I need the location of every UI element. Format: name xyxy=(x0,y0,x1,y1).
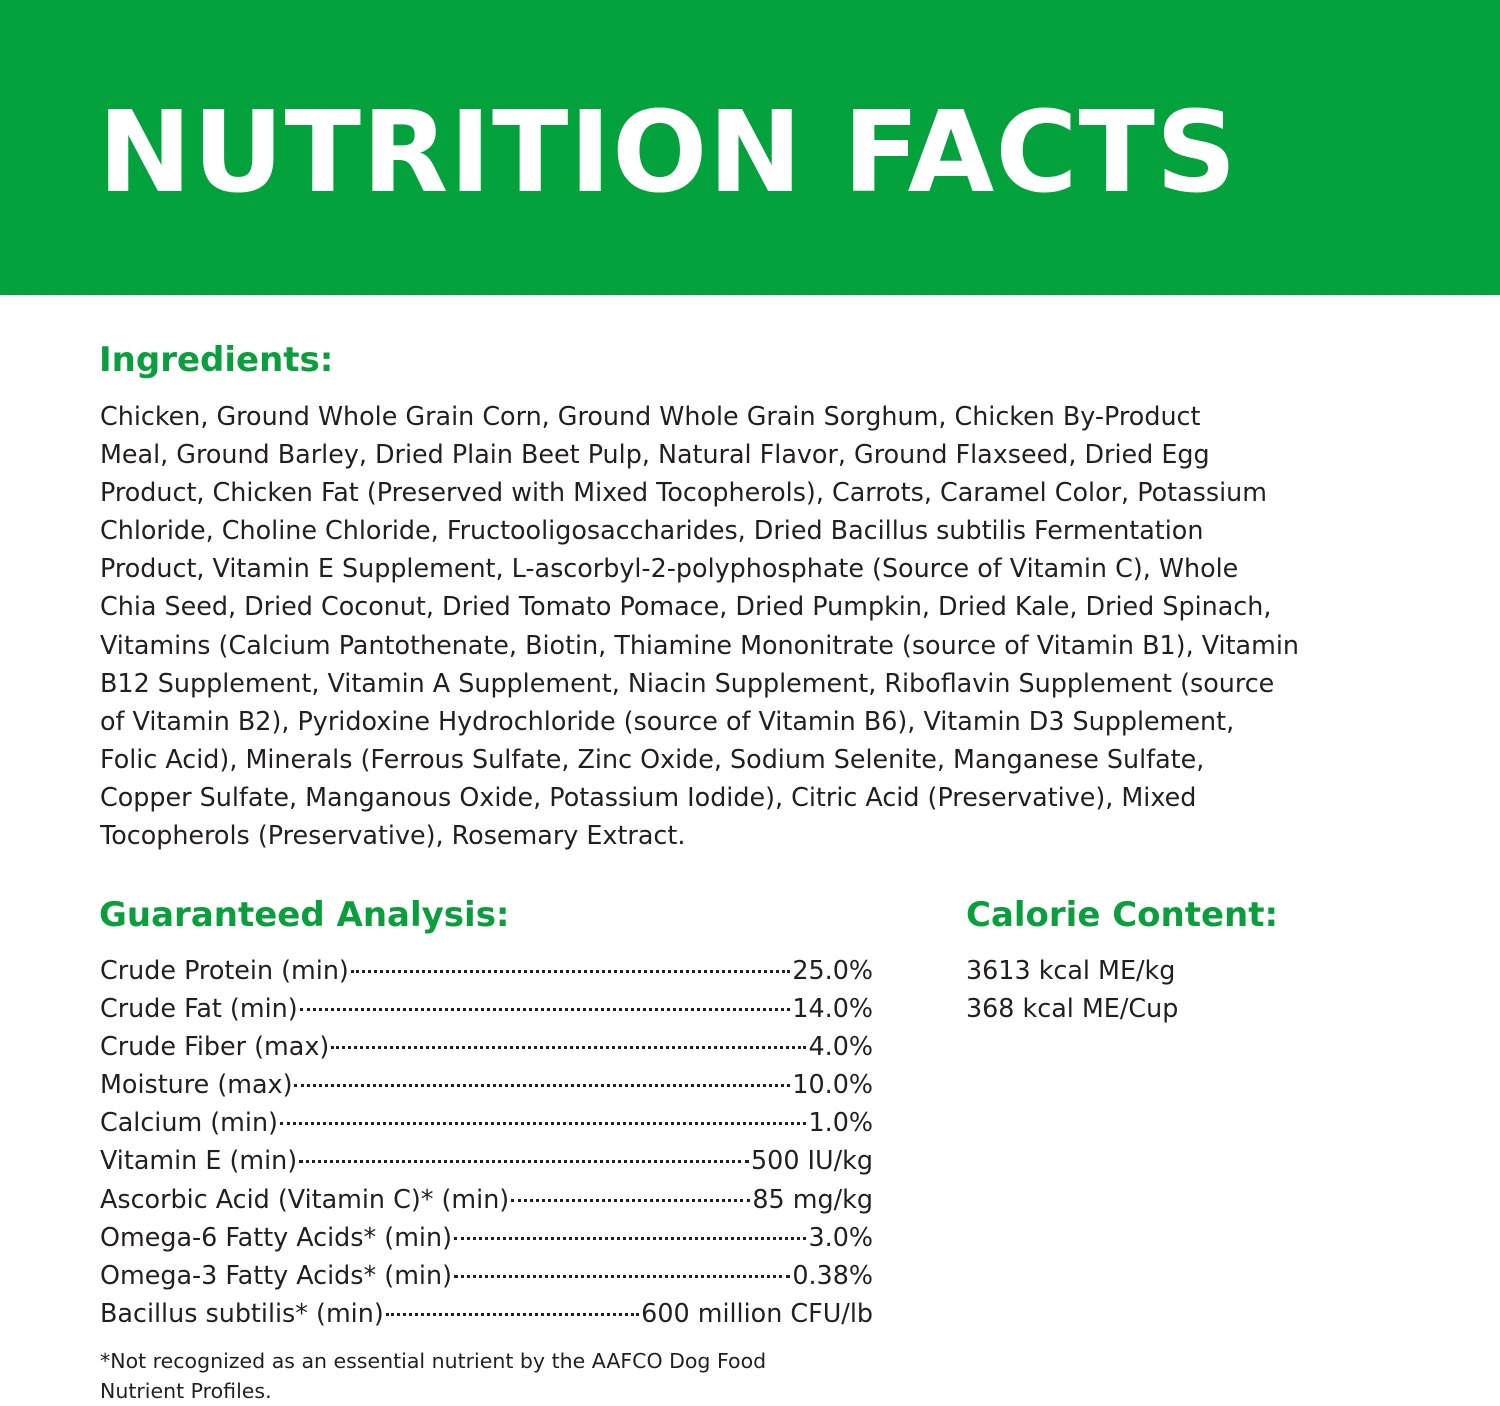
ingredients-line: Folic Acid), Minerals (Ferrous Sulfate, Zinc Oxide, Sodium Selenite, Manganese Sulfate, xyxy=(100,743,1205,774)
analysis-value: 600 million CFU/lb xyxy=(641,1297,873,1328)
ingredients-line: Chicken, Ground Whole Grain Corn, Ground Whole Grain Sorghum, Chicken By-Product xyxy=(100,401,1201,431)
dot-leader xyxy=(299,1160,749,1163)
calorie-content-heading: Calorie Content: xyxy=(966,895,1279,935)
calorie-content-list xyxy=(966,951,1178,1027)
dot-leader xyxy=(294,1084,790,1087)
analysis-row xyxy=(100,989,873,1027)
analysis-value: 25.0% xyxy=(792,955,873,985)
ingredients-line: Product, Vitamin E Supplement, L-ascorbyl-2-polyphosphate (Source of Vitamin C), Whole xyxy=(100,553,1239,584)
analysis-label: Omega-6 Fatty Acids* (min) xyxy=(100,1221,452,1252)
ingredients-line: Chloride, Choline Chloride, Fructooligosaccharides, Dried Bacillus subtilis Fermentation xyxy=(100,515,1204,546)
guaranteed-analysis-heading: Guaranteed Analysis: xyxy=(99,895,510,935)
analysis-row xyxy=(100,1256,873,1294)
analysis-label: Vitamin E (min) xyxy=(100,1145,298,1176)
analysis-label: Calcium (min) xyxy=(100,1107,278,1138)
ingredients-heading: Ingredients: xyxy=(99,340,334,380)
dot-leader xyxy=(511,1199,750,1202)
calorie-row: 368 kcal ME/Cup xyxy=(966,993,1179,1024)
analysis-label: Moisture (max) xyxy=(100,1069,293,1100)
ingredients-line: B12 Supplement, Vitamin A Supplement, Niacin Supplement, Riboflavin Supplement (source xyxy=(100,667,1275,698)
analysis-label: Crude Fat (min) xyxy=(100,993,298,1024)
analysis-row xyxy=(100,1180,873,1218)
analysis-row xyxy=(100,1218,873,1256)
analysis-label: Bacillus subtilis* (min) xyxy=(100,1297,384,1328)
ingredients-line: Meal, Ground Barley, Dried Plain Beet Pulp, Natural Flavor, Ground Flaxseed, Dried Egg xyxy=(100,439,1210,470)
analysis-row xyxy=(100,1027,873,1065)
ingredients-text xyxy=(100,397,1400,854)
footnote-line: *Not recognized as an essential nutrient by the AAFCO Dog Food xyxy=(100,1349,767,1373)
page-title: NUTRITION FACTS xyxy=(98,88,1238,218)
analysis-value: 4.0% xyxy=(808,1031,873,1062)
dot-leader xyxy=(351,970,790,973)
analysis-label: Crude Fiber (max) xyxy=(100,1031,330,1062)
ingredients-line: Tocopherols (Preservative), Rosemary Extract. xyxy=(100,820,686,851)
analysis-row xyxy=(100,1103,873,1141)
dot-leader xyxy=(454,1237,807,1240)
ingredients-line: Product, Chicken Fat (Preserved with Mixed Tocopherols), Carrots, Caramel Color, Potassium xyxy=(100,477,1267,508)
analysis-value: 1.0% xyxy=(808,1107,873,1138)
analysis-row xyxy=(100,951,873,989)
analysis-value: 10.0% xyxy=(792,1069,873,1100)
ingredients-line: Chia Seed, Dried Coconut, Dried Tomato Pomace, Dried Pumpkin, Dried Kale, Dried Spinach, xyxy=(100,591,1272,622)
dot-leader xyxy=(331,1046,806,1049)
dot-leader xyxy=(386,1313,639,1316)
ingredients-line: of Vitamin B2), Pyridoxine Hydrochloride (source of Vitamin B6), Vitamin D3 Supplement, xyxy=(100,705,1235,736)
analysis-label: Crude Protein (min) xyxy=(100,955,349,985)
analysis-label: Ascorbic Acid (Vitamin C)* (min) xyxy=(100,1183,510,1214)
dot-leader xyxy=(300,1008,791,1011)
guaranteed-analysis-list xyxy=(100,951,873,1332)
analysis-row xyxy=(100,1065,873,1103)
analysis-label: Omega-3 Fatty Acids* (min) xyxy=(100,1259,452,1290)
title-banner xyxy=(0,0,1500,295)
analysis-value: 14.0% xyxy=(792,993,873,1024)
footnote-line: Nutrient Profiles. xyxy=(100,1379,272,1403)
analysis-value: 3.0% xyxy=(808,1221,873,1252)
ingredients-line: Copper Sulfate, Manganous Oxide, Potassium Iodide), Citric Acid (Preservative), Mixed xyxy=(100,781,1197,812)
analysis-row xyxy=(100,1294,873,1332)
ingredients-line: Vitamins (Calcium Pantothenate, Biotin, Thiamine Mononitrate (source of Vitamin B1), Vitamin xyxy=(100,629,1299,660)
analysis-row xyxy=(100,1141,873,1179)
dot-leader xyxy=(454,1275,790,1278)
analysis-value: 85 mg/kg xyxy=(752,1183,873,1214)
dot-leader xyxy=(280,1122,807,1125)
footnote xyxy=(100,1346,900,1406)
analysis-value: 500 IU/kg xyxy=(751,1145,873,1176)
calorie-row: 3613 kcal ME/kg xyxy=(966,955,1176,985)
analysis-value: 0.38% xyxy=(792,1259,873,1290)
